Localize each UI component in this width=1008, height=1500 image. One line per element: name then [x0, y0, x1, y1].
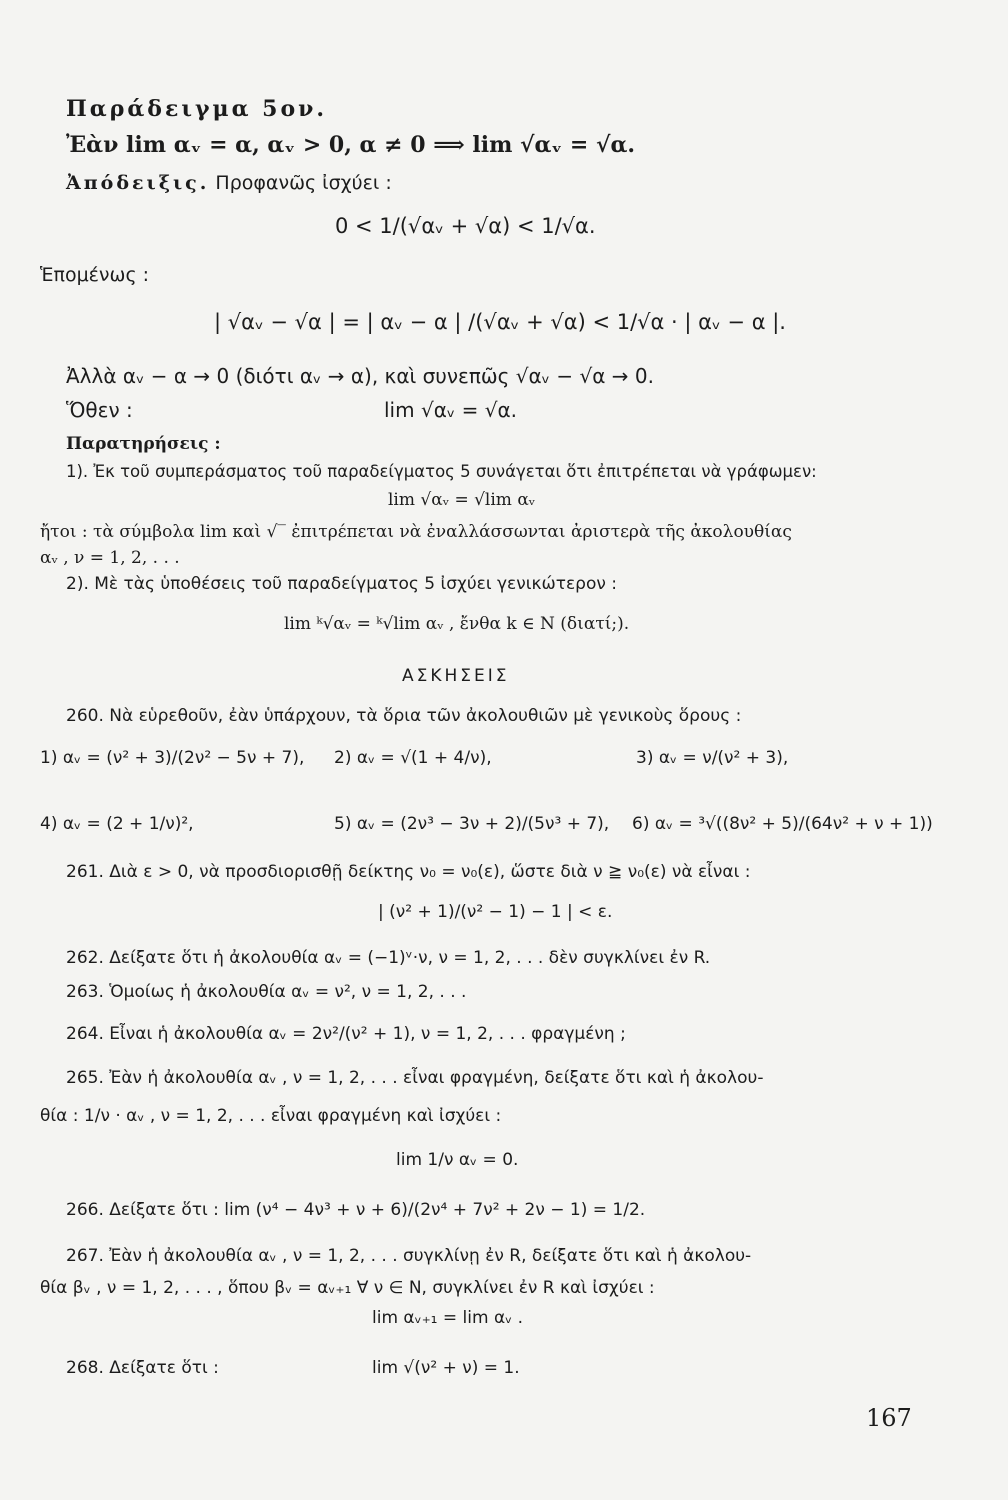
inequality-2: | √αᵥ − √α | = | αᵥ − α | /(√αᵥ + √α) < 1/√α · | αᵥ − α |. — [214, 310, 786, 334]
remark-1-note: ἤτοι : τὰ σύμβολα lim καὶ √‾ ἐπιτρέπεται νὰ ἐναλλάσσωνται ἀριστερὰ τῆς ἀκολουθίας — [40, 522, 792, 542]
exercise-264: 264. Εἶναι ἡ ἀκολουθία αᵥ = 2ν²/(ν² + 1), ν = 1, 2, . . . φραγμένη ; — [66, 1024, 626, 1044]
remark-2: 2). Μὲ τὰς ὑποθέσεις τοῦ παραδείγματος 5 ἰσχύει γενικώτερον : — [66, 574, 617, 594]
exercise-265: 265. Ἐὰν ἡ ἀκολουθία αᵥ , ν = 1, 2, . . . εἶναι φραγμένη, δείξατε ὅτι καὶ ἡ ἀκολου- — [66, 1068, 764, 1088]
proof-label: Ἀπόδειξις. — [66, 172, 210, 194]
therefore-label: Ἑπομένως : — [40, 264, 150, 286]
exercise-266: 266. Δείξατε ὅτι : lim (ν⁴ − 4ν³ + ν + 6)/(2ν⁴ + 7ν² + 2ν − 1) = 1/2. — [66, 1200, 646, 1220]
proof-intro: Προφανῶς ἰσχύει : — [215, 172, 392, 194]
but-line: Ἀλλὰ αᵥ − α → 0 (διότι αᵥ → α), καὶ συνεπῶς √αᵥ − √α → 0. — [66, 364, 654, 388]
exercise-267-b: θία βᵥ , ν = 1, 2, . . . , ὅπου βᵥ = αᵥ₊₁ ∀ ν ∈ N, συγκλίνει ἐν R καὶ ἰσχύει : — [40, 1278, 655, 1298]
exercise-268-formula: lim √(ν² + ν) = 1. — [372, 1358, 520, 1378]
remarks-title: Παρατηρήσεις : — [66, 434, 221, 454]
example-title: Παράδειγμα 5ον. — [66, 96, 328, 122]
page-number: 167 — [866, 1404, 912, 1432]
exercise-265-b: θία : 1/ν · αᵥ , ν = 1, 2, . . . εἶναι φραγμένη καὶ ἰσχύει : — [40, 1106, 502, 1126]
proof-line — [66, 172, 392, 194]
exercises-heading: ΑΣΚΗΣΕΙΣ — [402, 666, 510, 686]
remark-2-formula: lim ᵏ√αᵥ = ᵏ√lim αᵥ , ἔνθα k ∈ N (διατί;). — [284, 614, 630, 634]
inequality-1: 0 < 1/(√αᵥ + √α) < 1/√α. — [335, 214, 596, 238]
example-statement: Ἐὰν lim αᵥ = α, αᵥ > 0, α ≠ 0 ⟹ lim √αᵥ = √α. — [66, 132, 636, 158]
hence-label: Ὅθεν : — [66, 398, 133, 422]
exercise-262: 262. Δείξατε ὅτι ἡ ἀκολουθία αᵥ = (−1)ᵛ·ν, ν = 1, 2, . . . δὲν συγκλίνει ἐν R. — [66, 948, 711, 968]
exercise-260-1: 1) αᵥ = (ν² + 3)/(2ν² − 5ν + 7), — [40, 748, 305, 768]
exercise-265-formula: lim 1/ν αᵥ = 0. — [396, 1150, 519, 1170]
exercise-260-2: 2) αᵥ = √(1 + 4/ν), — [334, 748, 492, 768]
hence-result: lim √αᵥ = √α. — [384, 398, 517, 422]
exercise-267: 267. Ἐὰν ἡ ἀκολουθία αᵥ , ν = 1, 2, . . . συγκλίνῃ ἐν R, δείξατε ὅτι καὶ ἡ ἀκολου- — [66, 1246, 752, 1266]
exercise-261: 261. Διὰ ε > 0, νὰ προσδιορισθῇ δείκτης ν₀ = ν₀(ε), ὥστε διὰ ν ≧ ν₀(ε) νὰ εἶναι : — [66, 862, 751, 882]
remark-1: 1). Ἐκ τοῦ συμπεράσματος τοῦ παραδείγματος 5 συνάγεται ὅτι ἐπιτρέπεται νὰ γράφωμεν: — [66, 462, 817, 481]
exercise-260: 260. Νὰ εὑρεθοῦν, ἐὰν ὑπάρχουν, τὰ ὅρια τῶν ἀκολουθιῶν μὲ γενικοὺς ὅρους : — [66, 706, 742, 726]
exercise-260-6: 6) αᵥ = ³√((8ν² + 5)/(64ν² + ν + 1)) — [632, 814, 933, 834]
exercise-263: 263. Ὁμοίως ἡ ἀκολουθία αᵥ = ν², ν = 1, 2, . . . — [66, 982, 467, 1002]
exercise-268: 268. Δείξατε ὅτι : — [66, 1358, 219, 1378]
exercise-260-5: 5) αᵥ = (2ν³ − 3ν + 2)/(5ν³ + 7), — [334, 814, 610, 834]
exercise-267-formula: lim αᵥ₊₁ = lim αᵥ . — [372, 1308, 524, 1328]
exercise-260-3: 3) αᵥ = ν/(ν² + 3), — [636, 748, 789, 768]
remark-1-note-2: αᵥ , ν = 1, 2, . . . — [40, 548, 180, 568]
exercise-260-4: 4) αᵥ = (2 + 1/ν)², — [40, 814, 194, 834]
remark-1-formula: lim √αᵥ = √lim αᵥ — [388, 490, 536, 510]
exercise-261-formula: | (ν² + 1)/(ν² − 1) − 1 | < ε. — [378, 902, 613, 922]
